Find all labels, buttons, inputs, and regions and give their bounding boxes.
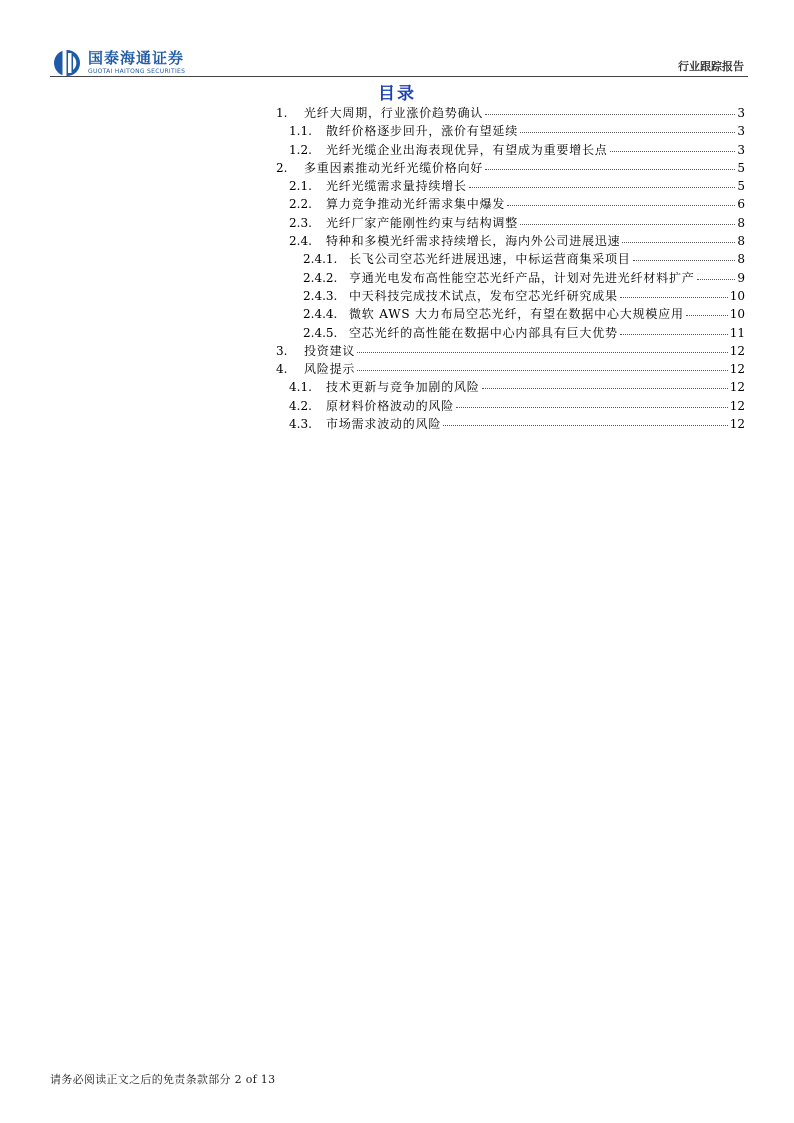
toc-dot-leader <box>520 215 735 225</box>
toc-entry-page: 3 <box>737 142 745 157</box>
page-footer <box>50 1071 275 1087</box>
toc-dot-leader <box>507 196 735 206</box>
toc-entry-page: 12 <box>729 380 745 395</box>
toc-entry-number: 2.2. <box>289 197 312 212</box>
toc-entry[interactable] <box>276 397 745 415</box>
toc-entry-label: 光纤大周期，行业涨价趋势确认 <box>304 106 484 120</box>
toc-entry-label: 微软 AWS 大力布局空芯光纤，有望在数据中心大规模应用 <box>349 307 684 322</box>
toc-entry-label: 风险提示 <box>304 362 356 377</box>
toc-entry-label: 空芯光纤的高性能在数据中心内部具有巨大优势 <box>349 325 618 340</box>
toc-dot-leader <box>469 178 736 188</box>
toc-entry[interactable] <box>276 159 745 177</box>
toc-entry-number: 2.3. <box>289 215 312 230</box>
toc-dot-leader <box>622 233 735 243</box>
toc-entry-number: 2.4. <box>289 234 312 249</box>
footer-page-number: 2 of 13 <box>234 1073 276 1086</box>
toc-entry-number: 2.4.2. <box>303 270 338 285</box>
toc-entry-label: 特种和多模光纤需求持续增长，海内外公司进展迅速 <box>326 234 621 249</box>
toc-entry-label: 多重因素推动光纤光缆价格向好 <box>304 160 484 175</box>
toc-entry-number: 2.4.4. <box>303 307 338 322</box>
toc-dot-leader <box>456 398 728 408</box>
toc-entry-page: 8 <box>737 234 745 249</box>
toc-entry-number: 4.1. <box>289 380 312 395</box>
toc-entry-page: 6 <box>737 197 745 212</box>
toc-dot-leader <box>686 306 728 316</box>
toc-entry[interactable] <box>276 360 745 378</box>
toc-entry-number: 1. <box>276 106 288 120</box>
toc-entry-page: 8 <box>737 252 745 267</box>
report-type-label: 行业跟踪报告 <box>678 60 744 73</box>
toc-entry[interactable] <box>276 104 745 122</box>
toc-entry-label: 散纤价格逐步回升，涨价有望延续 <box>326 124 519 139</box>
toc-entry-number: 3. <box>276 343 288 358</box>
toc-entry-page: 5 <box>737 160 745 175</box>
toc-dot-leader <box>620 288 728 298</box>
toc-dot-leader <box>610 142 736 152</box>
toc-entry-label: 光纤光缆企业出海表现优异，有望成为重要增长点 <box>326 142 608 157</box>
toc-entry[interactable] <box>276 324 745 342</box>
toc-entry-page: 12 <box>729 417 745 432</box>
toc-entry-label: 长飞公司空芯光纤进展迅速，中标运营商集采项目 <box>349 252 631 267</box>
toc-dot-leader <box>482 379 728 389</box>
toc-entry-label: 原材料价格波动的风险 <box>326 398 455 413</box>
toc-entry-page: 3 <box>737 106 745 120</box>
toc-dot-leader <box>443 416 728 426</box>
toc-entry[interactable] <box>276 141 745 159</box>
toc-entry-label: 光纤厂家产能刚性约束与结构调整 <box>326 215 519 230</box>
toc-entry-page: 12 <box>729 362 745 377</box>
toc-entry-number: 1.2. <box>289 142 312 157</box>
toc-entry-number: 4.2. <box>289 398 312 413</box>
toc-entry-page: 10 <box>729 307 745 322</box>
toc-dot-leader <box>357 361 728 371</box>
logo-text <box>88 51 185 75</box>
toc-entry-page: 8 <box>737 215 745 230</box>
toc-entry[interactable] <box>276 122 745 140</box>
toc-entry-number: 2.4.5. <box>303 325 338 340</box>
toc-entry[interactable] <box>276 195 745 213</box>
toc-entry-label: 亨通光电发布高性能空芯光纤产品，计划对先进光纤材料扩产 <box>349 270 695 285</box>
logo-name-en: GUOTAI HAITONG SECURITIES <box>88 68 186 75</box>
toc-entry-page: 12 <box>729 398 745 413</box>
toc-entry-number: 2.1. <box>289 179 312 194</box>
toc-dot-leader <box>357 343 728 353</box>
toc-entry-number: 2.4.3. <box>303 288 338 303</box>
table-of-contents <box>276 104 745 433</box>
toc-entry-number: 2.4.1. <box>303 252 338 267</box>
toc-dot-leader <box>697 270 736 280</box>
toc-entry-number: 4.3. <box>289 417 312 432</box>
toc-title: 目录 <box>378 84 416 104</box>
toc-entry[interactable] <box>276 177 745 195</box>
toc-entry-page: 5 <box>737 179 745 194</box>
toc-entry[interactable] <box>276 305 745 323</box>
toc-entry-page: 10 <box>729 288 745 303</box>
toc-entry-label: 算力竞争推动光纤需求集中爆发 <box>326 197 506 212</box>
toc-entry-page: 9 <box>737 270 745 285</box>
toc-entry[interactable] <box>276 287 745 305</box>
toc-entry[interactable] <box>276 342 745 360</box>
toc-entry[interactable] <box>276 232 745 250</box>
toc-entry[interactable] <box>276 269 745 287</box>
toc-entry[interactable] <box>276 378 745 396</box>
logo-name-cn: 国泰海通证券 <box>88 49 185 67</box>
toc-entry-page: 11 <box>729 325 745 340</box>
toc-entry[interactable] <box>276 214 745 232</box>
company-logo <box>52 48 185 78</box>
toc-dot-leader <box>633 251 736 261</box>
toc-entry-number: 4. <box>276 362 288 377</box>
toc-dot-leader <box>485 160 735 170</box>
toc-entry-number: 2. <box>276 160 288 175</box>
toc-entry-label: 技术更新与竞争加剧的风险 <box>326 380 480 395</box>
footer-disclaimer: 请务必阅读正文之后的免责条款部分 <box>50 1073 231 1086</box>
toc-entry-label: 市场需求波动的风险 <box>326 417 442 432</box>
toc-entry-number: 1.1. <box>289 124 312 139</box>
page-header <box>50 46 748 78</box>
header-divider <box>50 76 748 77</box>
toc-dot-leader <box>485 105 735 115</box>
toc-entry-label: 投资建议 <box>304 343 356 358</box>
toc-entry[interactable] <box>276 415 745 433</box>
logo-mark-icon <box>52 48 82 78</box>
toc-entry-page: 12 <box>729 343 745 358</box>
toc-entry-label: 中天科技完成技术试点，发布空芯光纤研究成果 <box>349 288 618 303</box>
toc-entry-page: 3 <box>737 124 745 139</box>
toc-dot-leader <box>620 325 728 335</box>
toc-entry-label: 光纤光缆需求量持续增长 <box>326 179 467 194</box>
toc-entry[interactable] <box>276 250 745 268</box>
toc-dot-leader <box>520 123 735 133</box>
